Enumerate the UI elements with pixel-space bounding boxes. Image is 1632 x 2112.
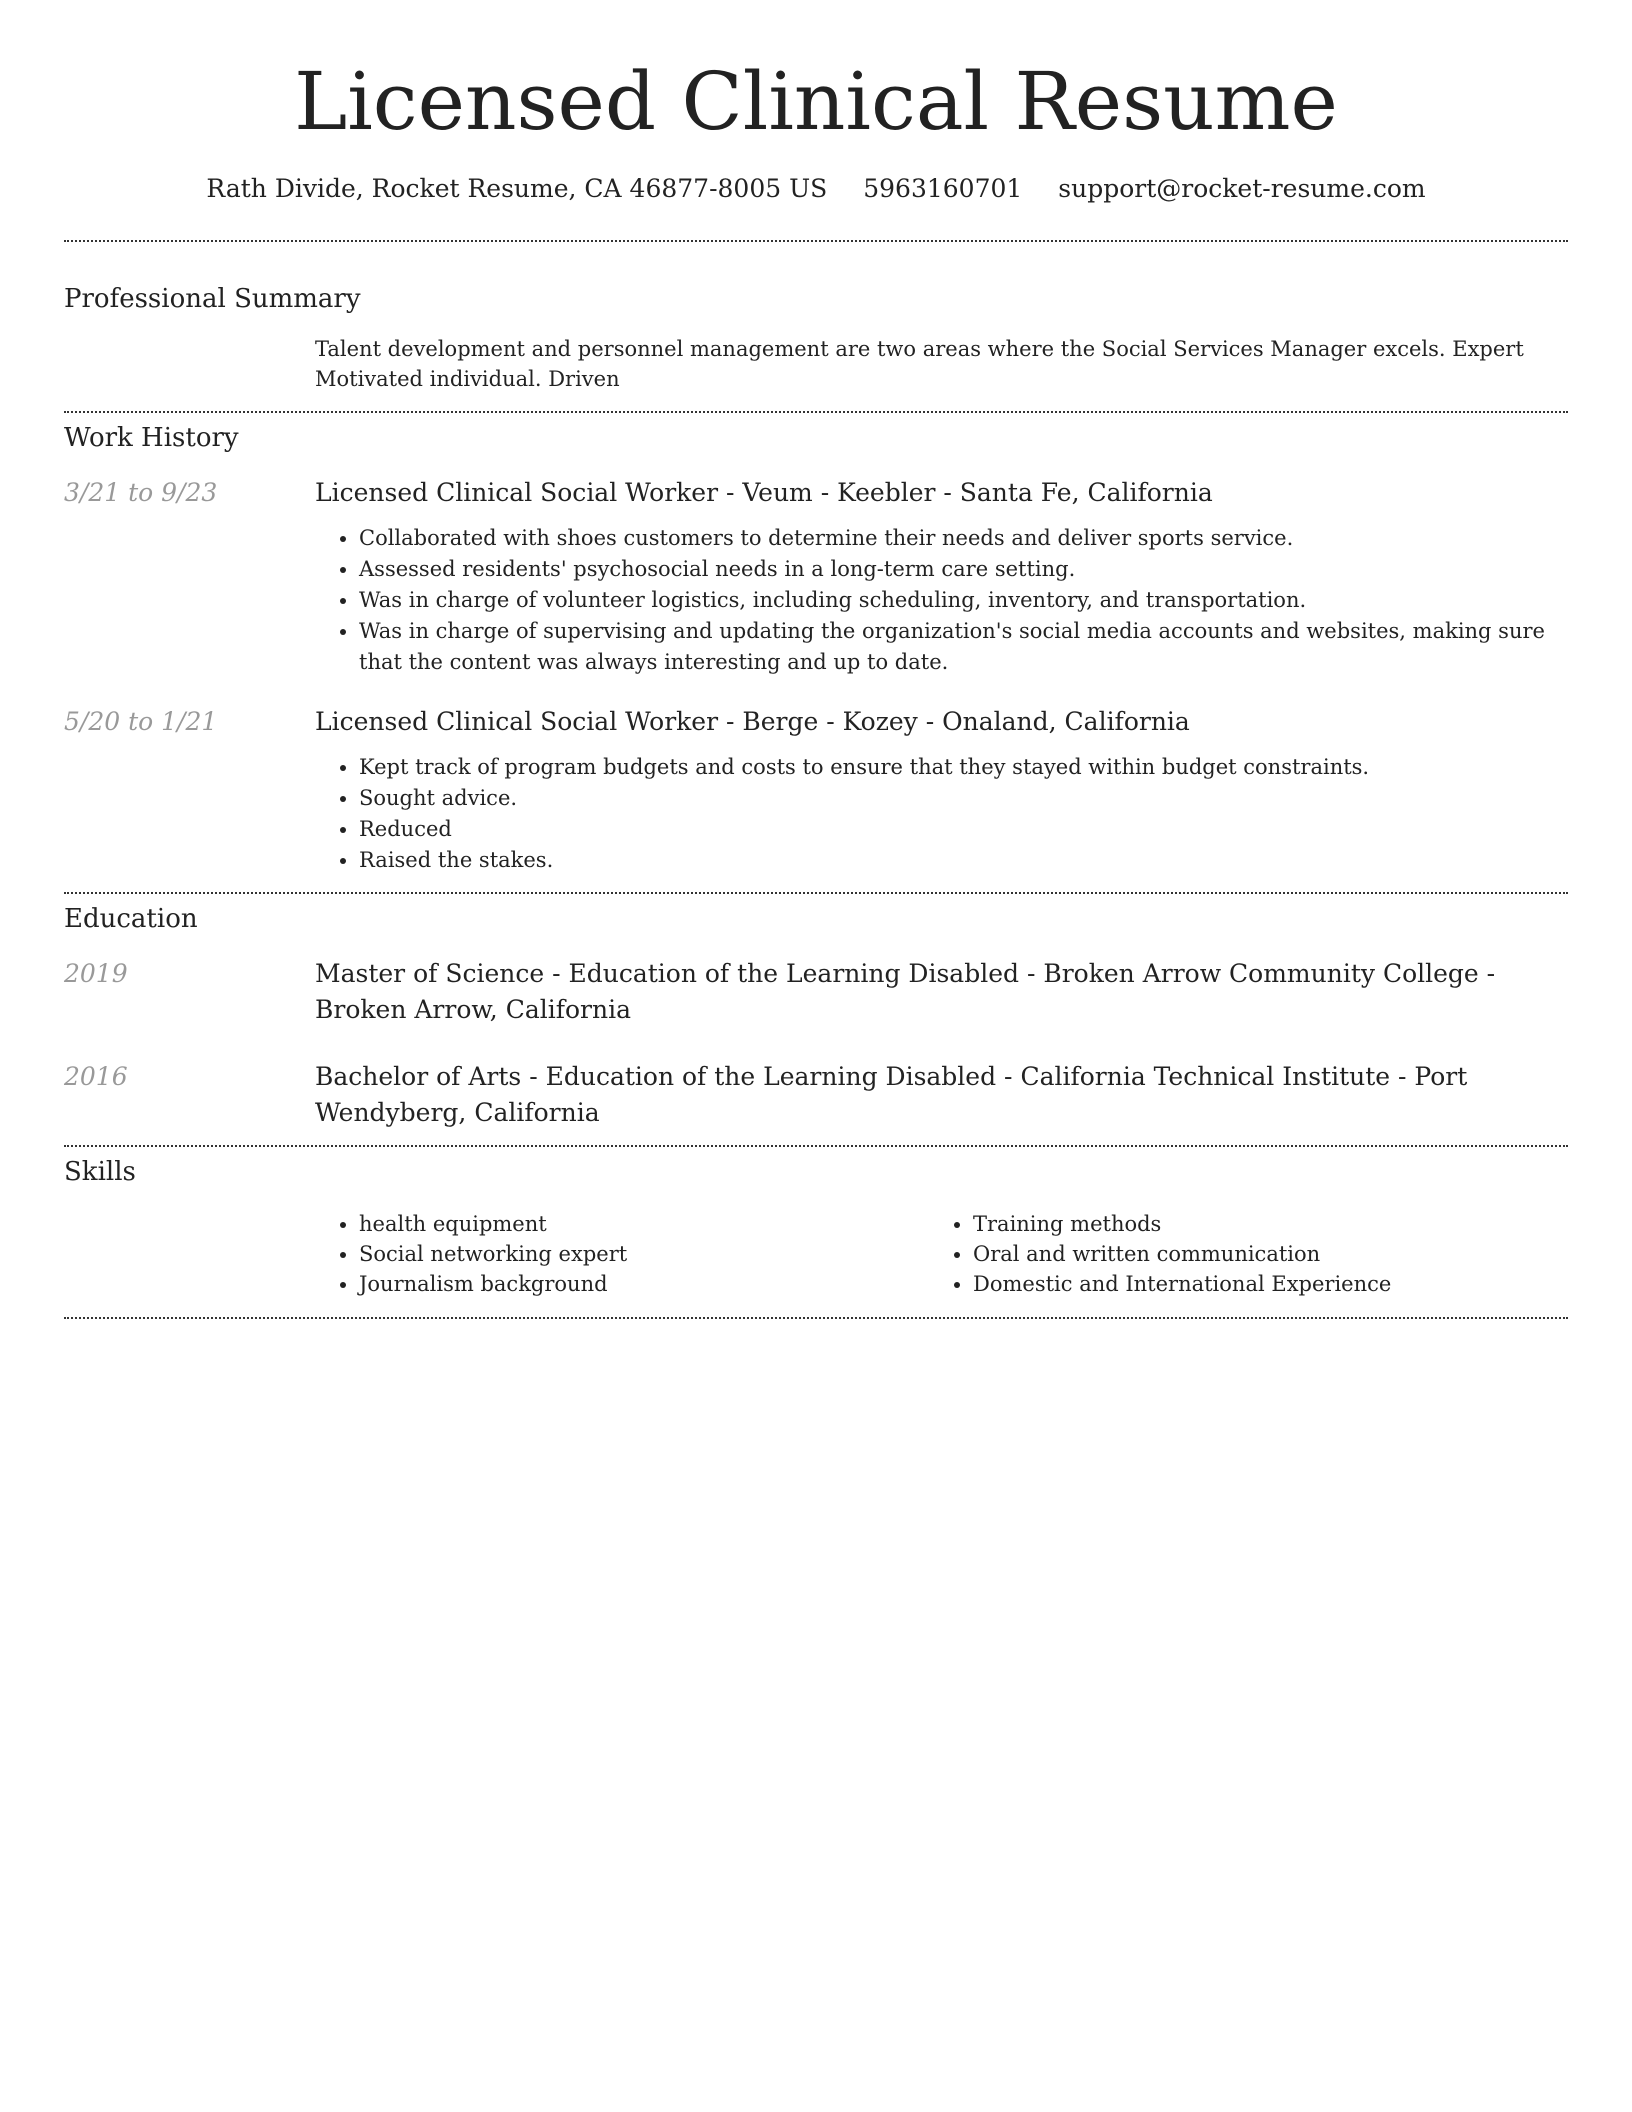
education-degree: Bachelor of Arts - Education of the Learning Disabled - California Technical Institute - Port Wendyberg, California xyxy=(315,1062,1468,1127)
job-bullet: • Reduced xyxy=(359,814,1568,845)
job-title: Licensed Clinical Social Worker - Berge - Kozey - Onaland, California xyxy=(315,707,1190,736)
job-entry xyxy=(64,475,1568,678)
contact-line xyxy=(64,172,1568,206)
job-entry xyxy=(64,704,1568,876)
education-heading: Education xyxy=(64,904,198,934)
skill-item: • Domestic and International Experience xyxy=(973,1269,1543,1299)
skills-columns xyxy=(315,1209,1568,1299)
education-entry xyxy=(64,1059,1568,1131)
job-dates: 5/20 to 1/21 xyxy=(64,707,218,736)
resume-title: Licensed Clinical Resume xyxy=(294,55,1338,148)
job-bullets xyxy=(315,752,1568,876)
education-year: 2016 xyxy=(64,1062,128,1091)
job-bullets xyxy=(315,523,1568,678)
contact-address: Rath Divide, Rocket Resume, CA 46877-8005 US xyxy=(206,174,828,203)
education-year: 2019 xyxy=(64,959,128,988)
skills-heading: Skills xyxy=(64,1157,136,1187)
divider xyxy=(64,1317,1568,1319)
skill-item: • Journalism background xyxy=(359,1269,929,1299)
skill-item: • health equipment xyxy=(359,1209,929,1239)
summary-text: Talent development and personnel management are two areas where the Social Services Manager excels. Expert Motivated individual. Driven xyxy=(315,337,1524,391)
work-history-heading: Work History xyxy=(64,423,239,453)
education-section xyxy=(64,894,1568,1131)
work-history-section xyxy=(64,413,1568,876)
skill-item: • Training methods xyxy=(973,1209,1543,1239)
contact-email: support@rocket-resume.com xyxy=(1058,174,1426,203)
job-bullet: • Raised the stakes. xyxy=(359,845,1568,876)
skills-list-right xyxy=(929,1209,1543,1299)
job-title: Licensed Clinical Social Worker - Veum - Keebler - Santa Fe, California xyxy=(315,478,1213,507)
skills-list-left xyxy=(315,1209,929,1299)
job-bullet: • Kept track of program budgets and costs to ensure that they stayed within budget constraints. xyxy=(359,752,1568,783)
job-bullet: • Was in charge of volunteer logistics, including scheduling, inventory, and transportation. xyxy=(359,585,1568,616)
job-dates: 3/21 to 9/23 xyxy=(64,478,218,507)
skill-item: • Social networking expert xyxy=(359,1239,929,1269)
contact-phone: 5963160701 xyxy=(863,174,1023,203)
job-bullet: • Collaborated with shoes customers to determine their needs and deliver sports service. xyxy=(359,523,1568,554)
summary-heading: Professional Summary xyxy=(64,284,361,314)
education-entry xyxy=(64,956,1568,1028)
job-bullet: • Assessed residents' psychosocial needs in a long-term care setting. xyxy=(359,554,1568,585)
summary-section xyxy=(64,242,1568,394)
job-bullet: • Sought advice. xyxy=(359,783,1568,814)
job-bullet: • Was in charge of supervising and updating the organization's social media accounts and websites, making sure that the content was always interesting and up to date. xyxy=(359,616,1568,678)
skills-section xyxy=(64,1147,1568,1299)
resume-page xyxy=(64,0,1568,1319)
education-degree: Master of Science - Education of the Learning Disabled - Broken Arrow Community College - Broken Arrow, California xyxy=(315,959,1496,1024)
skill-item: • Oral and written communication xyxy=(973,1239,1543,1269)
